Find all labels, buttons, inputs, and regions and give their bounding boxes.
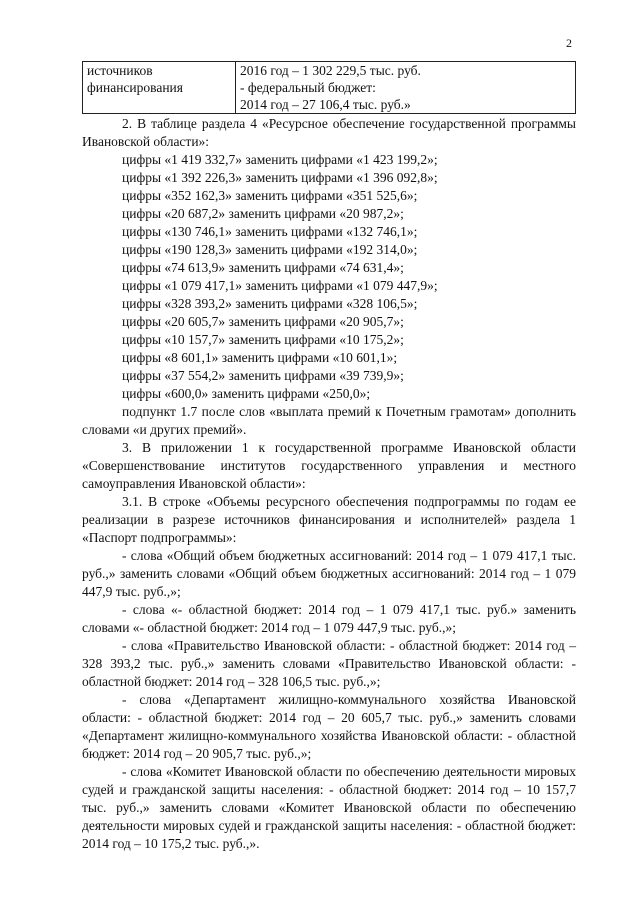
document-body — [82, 115, 576, 853]
financing-sources-table — [82, 61, 576, 114]
list-item: цифры «20 605,7» заменить цифрами «20 905,7»; — [122, 314, 404, 329]
section-2-intro: 2. В таблице раздела 4 «Ресурсное обеспечение государственной программы Ивановской области»: — [82, 116, 576, 149]
list-item: цифры «1 392 226,3» заменить цифрами «1 396 092,8»; — [122, 170, 438, 185]
list-item: цифры «37 554,2» заменить цифрами «39 739,9»; — [122, 368, 404, 383]
list-item: цифры «20 687,2» заменить цифрами «20 987,2»; — [122, 206, 404, 221]
page-number: 2 — [566, 36, 572, 50]
table-cell-line: финансирования — [87, 80, 183, 95]
amendment-item: - слова «Комитет Ивановской области по обеспечению деятельности мировых судей и гражданской защиты населения: - областной бюджет: 2014 год – 10 157,7 тыс. руб.,» заменить словами «Комитет Ивановской области по обеспечению деятельности мировых судей и гражданской защиты населения: - областной бюджет: 2014 год – 10 175,2 тыс. руб.,». — [82, 764, 576, 851]
amendment-item: - слова «Правительство Ивановской области: - областной бюджет: 2014 год – 328 393,2 тыс. руб.,» заменить словами «Правительство Ивановской области: - областной бюджет: 2014 год – 328 106,5 тыс. руб.,»; — [82, 638, 576, 689]
list-item: цифры «328 393,2» заменить цифрами «328 106,5»; — [122, 296, 418, 311]
list-item: цифры «190 128,3» заменить цифрами «192 314,0»; — [122, 242, 418, 257]
list-item: цифры «10 157,7» заменить цифрами «10 175,2»; — [122, 332, 404, 347]
list-item: цифры «130 746,1» заменить цифрами «132 746,1»; — [122, 224, 418, 239]
table-cell-line: источников — [87, 63, 153, 78]
list-item: цифры «352 162,3» заменить цифрами «351 525,6»; — [122, 188, 418, 203]
table-cell-line: 2014 год – 27 106,4 тыс. руб.» — [240, 97, 411, 112]
amendment-item: - слова «Общий объем бюджетных ассигнований: 2014 год – 1 079 417,1 тыс. руб.,» заменить словами «Общий объем бюджетных ассигнований: 2014 год – 1 079 447,9 тыс. руб.,»; — [82, 548, 576, 599]
table-cell-line: 2016 год – 1 302 229,5 тыс. руб. — [240, 63, 421, 78]
amendment-item: - слова «- областной бюджет: 2014 год – 1 079 417,1 тыс. руб.» заменить словами «- областной бюджет: 2014 год – 1 079 447,9 тыс. руб.,»; — [82, 602, 576, 635]
list-item: цифры «1 079 417,1» заменить цифрами «1 079 447,9»; — [122, 278, 438, 293]
table-row — [83, 62, 576, 114]
replacement-list — [82, 151, 576, 403]
list-item: цифры «600,0» заменить цифрами «250,0»; — [122, 386, 371, 401]
table-cell-value — [236, 62, 576, 114]
subpoint-1-7: подпункт 1.7 после слов «выплата премий к Почетным грамотам» дополнить словами «и других премий». — [82, 404, 576, 437]
list-item: цифры «1 419 332,7» заменить цифрами «1 423 199,2»; — [122, 152, 438, 167]
subsection-3-1: 3.1. В строке «Объемы ресурсного обеспечения подпрограммы по годам ее реализации в разрезе источников финансирования и исполнителей» раздела 1 «Паспорт подпрограммы»: — [82, 494, 576, 545]
table-cell-label — [83, 62, 236, 114]
list-item: цифры «74 613,9» заменить цифрами «74 631,4»; — [122, 260, 404, 275]
amendment-item: - слова «Департамент жилищно-коммунального хозяйства Ивановской области: - областной бюджет: 2014 год – 20 605,7 тыс. руб.,» заменить словами «Департамент жилищно-коммунального хозяйства Ивановской области: - областной бюджет: 2014 год – 20 905,7 тыс. руб.,»; — [82, 692, 576, 761]
list-item: цифры «8 601,1» заменить цифрами «10 601,1»; — [122, 350, 398, 365]
section-3-intro: 3. В приложении 1 к государственной программе Ивановской области «Совершенствование институтов государственного управления и местного самоуправления Ивановской области»: — [82, 440, 576, 491]
table-cell-line: - федеральный бюджет: — [240, 80, 376, 95]
